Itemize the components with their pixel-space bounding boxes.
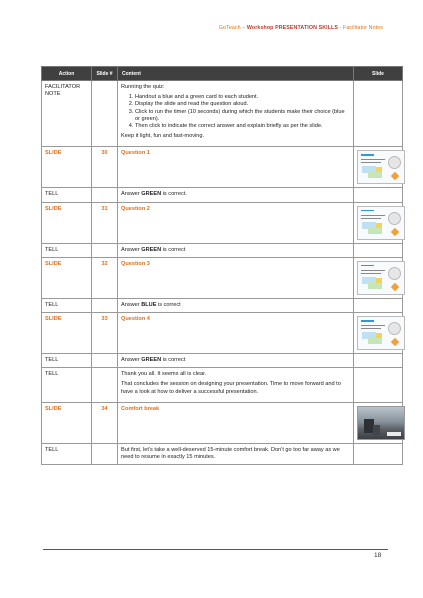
answer-prefix: Answer	[121, 191, 142, 198]
table-row	[42, 402, 403, 443]
slide-number-cell	[92, 354, 118, 368]
facilitator-notes-table	[41, 66, 403, 465]
slide-number-cell	[92, 443, 118, 464]
action-cell: SLIDE	[42, 313, 92, 354]
slide-number-cell: 33	[92, 313, 118, 354]
table-row	[42, 188, 403, 202]
table-row	[42, 354, 403, 368]
quiz-slide-thumbnail	[357, 206, 405, 240]
answer-value: GREEN	[141, 191, 162, 198]
running-header	[219, 25, 383, 31]
slide-cell	[354, 243, 403, 257]
closing-paragraph: That concludes the session on designing your presentation. Time to move forward and to have a look at how to deliver a successful presentation.	[121, 381, 341, 395]
list-item: 2. Display the slide and read the question aloud.	[135, 101, 350, 108]
answer-prefix: Answer	[121, 301, 142, 308]
footer-divider	[43, 549, 388, 550]
answer-suffix: is correct	[161, 357, 186, 364]
content-cell: But first, let's take a well-deserved 15-minute comfort break. Don't go too far away as we need to resume in exactly 15 minutes.	[118, 443, 354, 464]
quiz-outro: Keep it light, fun and fast-moving.	[121, 133, 205, 140]
slide-cell	[354, 368, 403, 403]
answer-value: GREEN	[141, 357, 162, 364]
answer-value: BLUE	[141, 301, 157, 308]
table-row	[42, 313, 403, 354]
slide-number-cell: 34	[92, 402, 118, 443]
quiz-slide-thumbnail	[357, 150, 405, 184]
slide-number-cell: 30	[92, 147, 118, 188]
list-item: 3. Click to run the timer (10 seconds) during which the students make their choice (blue or green).	[135, 109, 350, 123]
content-cell: Question 3	[118, 257, 354, 298]
action-cell: SLIDE	[42, 257, 92, 298]
slide-cell	[354, 81, 403, 147]
slide-number-cell	[92, 81, 118, 147]
quiz-intro: Running the quiz:	[121, 84, 165, 90]
slide-cell	[354, 443, 403, 464]
action-cell: TELL	[42, 354, 92, 368]
table-row	[42, 202, 403, 243]
slide-number-cell	[92, 243, 118, 257]
col-slide: Slide	[354, 67, 403, 81]
slide-number-cell	[92, 298, 118, 312]
action-cell: TELL	[42, 368, 92, 403]
slide-cell	[354, 298, 403, 312]
content-cell: Question 2	[118, 202, 354, 243]
content-cell: Question 1	[118, 147, 354, 188]
list-item: 1. Handout a blue and a green card to each student.	[135, 94, 350, 101]
slide-number-cell: 32	[92, 257, 118, 298]
slide-cell	[354, 202, 403, 243]
quiz-slide-thumbnail	[357, 316, 405, 350]
content-cell	[118, 298, 354, 312]
action-cell: TELL	[42, 298, 92, 312]
quiz-slide-thumbnail	[357, 261, 405, 295]
table-row	[42, 147, 403, 188]
content-cell	[118, 243, 354, 257]
action-cell: TELL	[42, 243, 92, 257]
answer-suffix: is correct	[161, 246, 186, 253]
quiz-steps	[121, 94, 350, 130]
slide-cell	[354, 313, 403, 354]
answer-prefix: Answer	[121, 246, 142, 253]
action-cell: SLIDE	[42, 147, 92, 188]
answer-value: GREEN	[141, 246, 162, 253]
col-content: Content	[118, 67, 354, 81]
table-row	[42, 81, 403, 147]
slide-number-cell: 31	[92, 202, 118, 243]
action-cell: SLIDE	[42, 202, 92, 243]
slide-cell	[354, 402, 403, 443]
header-prefix: GoTeach –	[218, 25, 247, 31]
slide-cell	[354, 147, 403, 188]
content-cell	[118, 188, 354, 202]
table-row	[42, 443, 403, 464]
photo-slide-thumbnail	[357, 406, 405, 440]
action-cell: SLIDE	[42, 402, 92, 443]
slide-cell	[354, 354, 403, 368]
slide-cell	[354, 257, 403, 298]
table-header-row	[42, 67, 403, 81]
content-cell: Question 4	[118, 313, 354, 354]
table-row	[42, 368, 403, 403]
slide-number-cell	[92, 188, 118, 202]
answer-prefix: Answer	[121, 357, 142, 364]
list-item: 4. Then click to indicate the correct answer and explain briefly as per the slide.	[135, 123, 350, 130]
table-row	[42, 257, 403, 298]
header-suffix: - Facilitator Notes	[338, 25, 383, 31]
action-cell: FACILITATOR NOTE	[42, 81, 92, 147]
content-cell	[118, 368, 354, 403]
content-cell	[118, 354, 354, 368]
action-cell: TELL	[42, 443, 92, 464]
header-title: Workshop PRESENTATION SKILLS	[246, 25, 339, 31]
answer-suffix: is correct	[156, 301, 181, 308]
action-cell: TELL	[42, 188, 92, 202]
closing-paragraph: Thank you all. It seems all is clear.	[121, 371, 207, 378]
page-number: 18	[374, 552, 382, 559]
content-cell	[118, 81, 354, 147]
content-cell: Comfort break	[118, 402, 354, 443]
col-slide-number: Slide #	[92, 67, 118, 81]
table-row	[42, 243, 403, 257]
slide-number-cell	[92, 368, 118, 403]
answer-suffix: is correct.	[161, 191, 187, 198]
col-action: Action	[42, 67, 92, 81]
table-row	[42, 298, 403, 312]
slide-cell	[354, 188, 403, 202]
